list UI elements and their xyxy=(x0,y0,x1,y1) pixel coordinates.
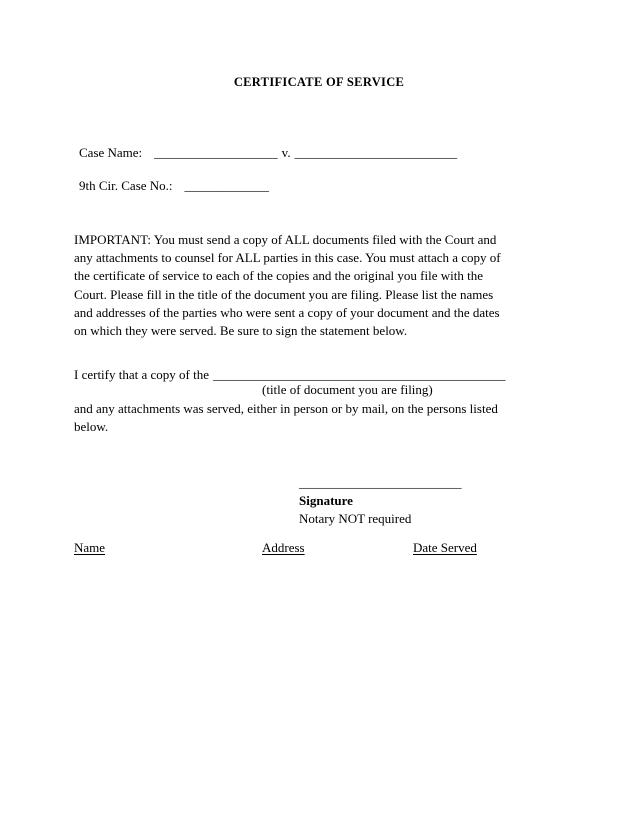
important-line: and addresses of the parties who were sent a copy of your document and the dates xyxy=(74,304,500,320)
certify-prefix: I certify that a copy of the xyxy=(74,367,209,382)
important-line: on which they were served. Be sure to sign the statement below. xyxy=(74,323,408,339)
column-header-date-served: Date Served xyxy=(413,540,477,555)
signature-label: Signature xyxy=(299,493,353,508)
certify-row xyxy=(74,368,506,381)
column-header-name: Name xyxy=(74,540,106,555)
case-number-row xyxy=(79,179,269,192)
important-line: the certificate of service to each of the copies and the original you file with the xyxy=(74,268,483,284)
column-header-address: Address xyxy=(262,540,305,555)
notary-note: Notary NOT required xyxy=(299,511,412,526)
case-number-blank[interactable]: _____________ xyxy=(184,178,270,193)
title-hint: (title of document you are filing) xyxy=(262,382,433,397)
case-name-blank-defendant[interactable]: _________________________ xyxy=(294,145,458,160)
certify-line: below. xyxy=(74,419,109,435)
important-notice xyxy=(74,231,564,340)
important-line: IMPORTANT: You must send a copy of ALL documents filed with the Court and xyxy=(74,232,497,247)
certify-statement xyxy=(74,400,564,436)
document-title: CERTIFICATE OF SERVICE xyxy=(233,75,405,89)
signature-line[interactable]: _________________________ xyxy=(299,475,462,490)
case-name-label: Case Name: xyxy=(79,145,143,160)
case-name-row xyxy=(79,146,457,159)
important-line: Court. Please fill in the title of the document you are filing. Please list the names xyxy=(74,286,494,302)
document-title-blank[interactable]: _____________________________________________ xyxy=(213,367,506,382)
versus-label: v. xyxy=(281,145,291,160)
important-line: any attachments to counsel for ALL parties in this case. You must attach a copy of xyxy=(74,250,501,266)
certify-line: and any attachments was served, either in person or by mail, on the persons listed xyxy=(74,401,498,416)
case-number-label: 9th Cir. Case No.: xyxy=(79,178,173,193)
case-name-blank-plaintiff[interactable]: ___________________ xyxy=(154,145,278,160)
signature-block xyxy=(299,474,462,528)
